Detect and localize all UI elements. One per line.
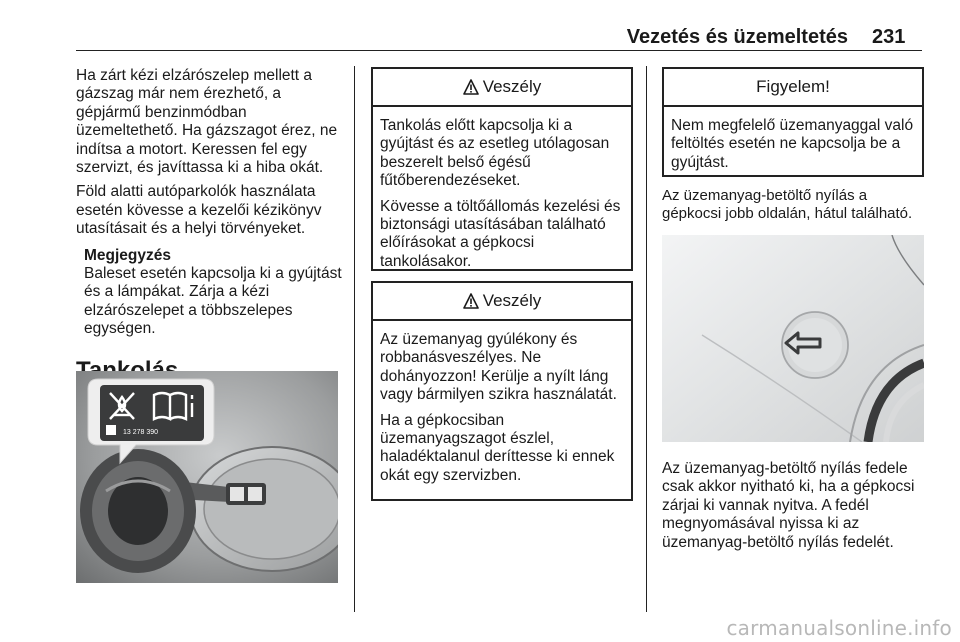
column-1	[76, 67, 344, 385]
caution-box-header	[664, 69, 922, 107]
watermark: carmanualsonline.info	[726, 616, 952, 640]
fuel-flap-illustration	[76, 371, 338, 583]
fuel-flap-photo	[76, 371, 338, 583]
danger-box-1-body	[373, 107, 631, 284]
page-number: 231	[872, 26, 906, 48]
danger-box-1-para-2: Kövesse a töltőállomás kezelési és biztonsági utasításában található előírásokat a gépkocsi tankolásakor.	[380, 197, 621, 270]
car-fuel-door-photo	[662, 235, 924, 442]
page-header-title: Vezetés és üzemeltetés	[626, 26, 848, 48]
danger-box-1	[371, 67, 633, 271]
column-3-text-2	[662, 460, 926, 558]
column-divider-1	[354, 66, 355, 612]
danger-box-2	[371, 281, 633, 501]
warning-triangle-icon	[463, 293, 479, 309]
body-paragraph: Föld alatti autóparkolók használata esetén kövesse a kezelői kézikönyv utasításait és a helyi törvényeket.	[76, 183, 322, 238]
warning-triangle-icon	[463, 79, 479, 95]
car-fuel-door-illustration	[662, 235, 924, 442]
body-paragraph: Ha zárt kézi elzárószelep mellett a gázszag már nem érezhető, a gépjármű benzinmódban üzemeltethető. Ha gázszagot érez, ne indítsa a motort. Keressen fel egy szervizt, és javíttassa ki a hiba okát.	[76, 67, 338, 177]
note-text: Baleset esetén kapcsolja ki a gyújtást és a lámpákat. Zárja a kézi elzárószelepet a többszelepes egységen.	[84, 265, 342, 338]
caution-box-title: Figyelem!	[756, 77, 830, 96]
header-divider	[76, 50, 922, 51]
body-paragraph: Az üzemanyag-betöltő nyílás a gépkocsi jobb oldalán, hátul található.	[662, 187, 913, 223]
caution-box	[662, 67, 924, 177]
caution-box-text: Nem megfelelő üzemanyaggal való feltöltés esetén ne kapcsolja be a gyújtást.	[671, 117, 914, 171]
danger-box-1-para-1: Tankolás előtt kapcsolja ki a gyújtást és az esetleg utólagosan beszerelt belső égésű fűtőberendezéseket.	[380, 117, 610, 190]
danger-box-1-header	[373, 69, 631, 107]
label-code: 13 278 390	[123, 429, 159, 436]
danger-box-1-title: Veszély	[482, 77, 542, 96]
caution-box-body	[664, 107, 922, 185]
danger-box-2-para-1: Az üzemanyag gyúlékony és robbanásveszélyes. Ne dohányozzon! Kerülje a nyílt láng vagy bármilyen szikra használatát.	[380, 331, 617, 404]
column-3-text-1	[662, 187, 926, 230]
danger-box-2-title: Veszély	[482, 291, 542, 310]
danger-box-2-header	[373, 283, 631, 321]
body-paragraph: Az üzemanyag-betöltő nyílás fedele csak akkor nyitható ki, ha a gépkocsi zárjai ki vannak nyitva. A fedél megnyomásával nyissa ki az üzemanyag-betöltő nyílás fedelét.	[662, 460, 915, 551]
danger-box-2-body	[373, 321, 631, 498]
note-heading: Megjegyzés	[84, 246, 172, 264]
note-block	[76, 247, 344, 339]
danger-box-2-para-2: Ha a gépkocsiban üzemanyagszagot észlel, haladéktalanul deríttesse ki ennek okát egy szervizben.	[380, 411, 615, 484]
column-divider-2	[646, 66, 647, 612]
